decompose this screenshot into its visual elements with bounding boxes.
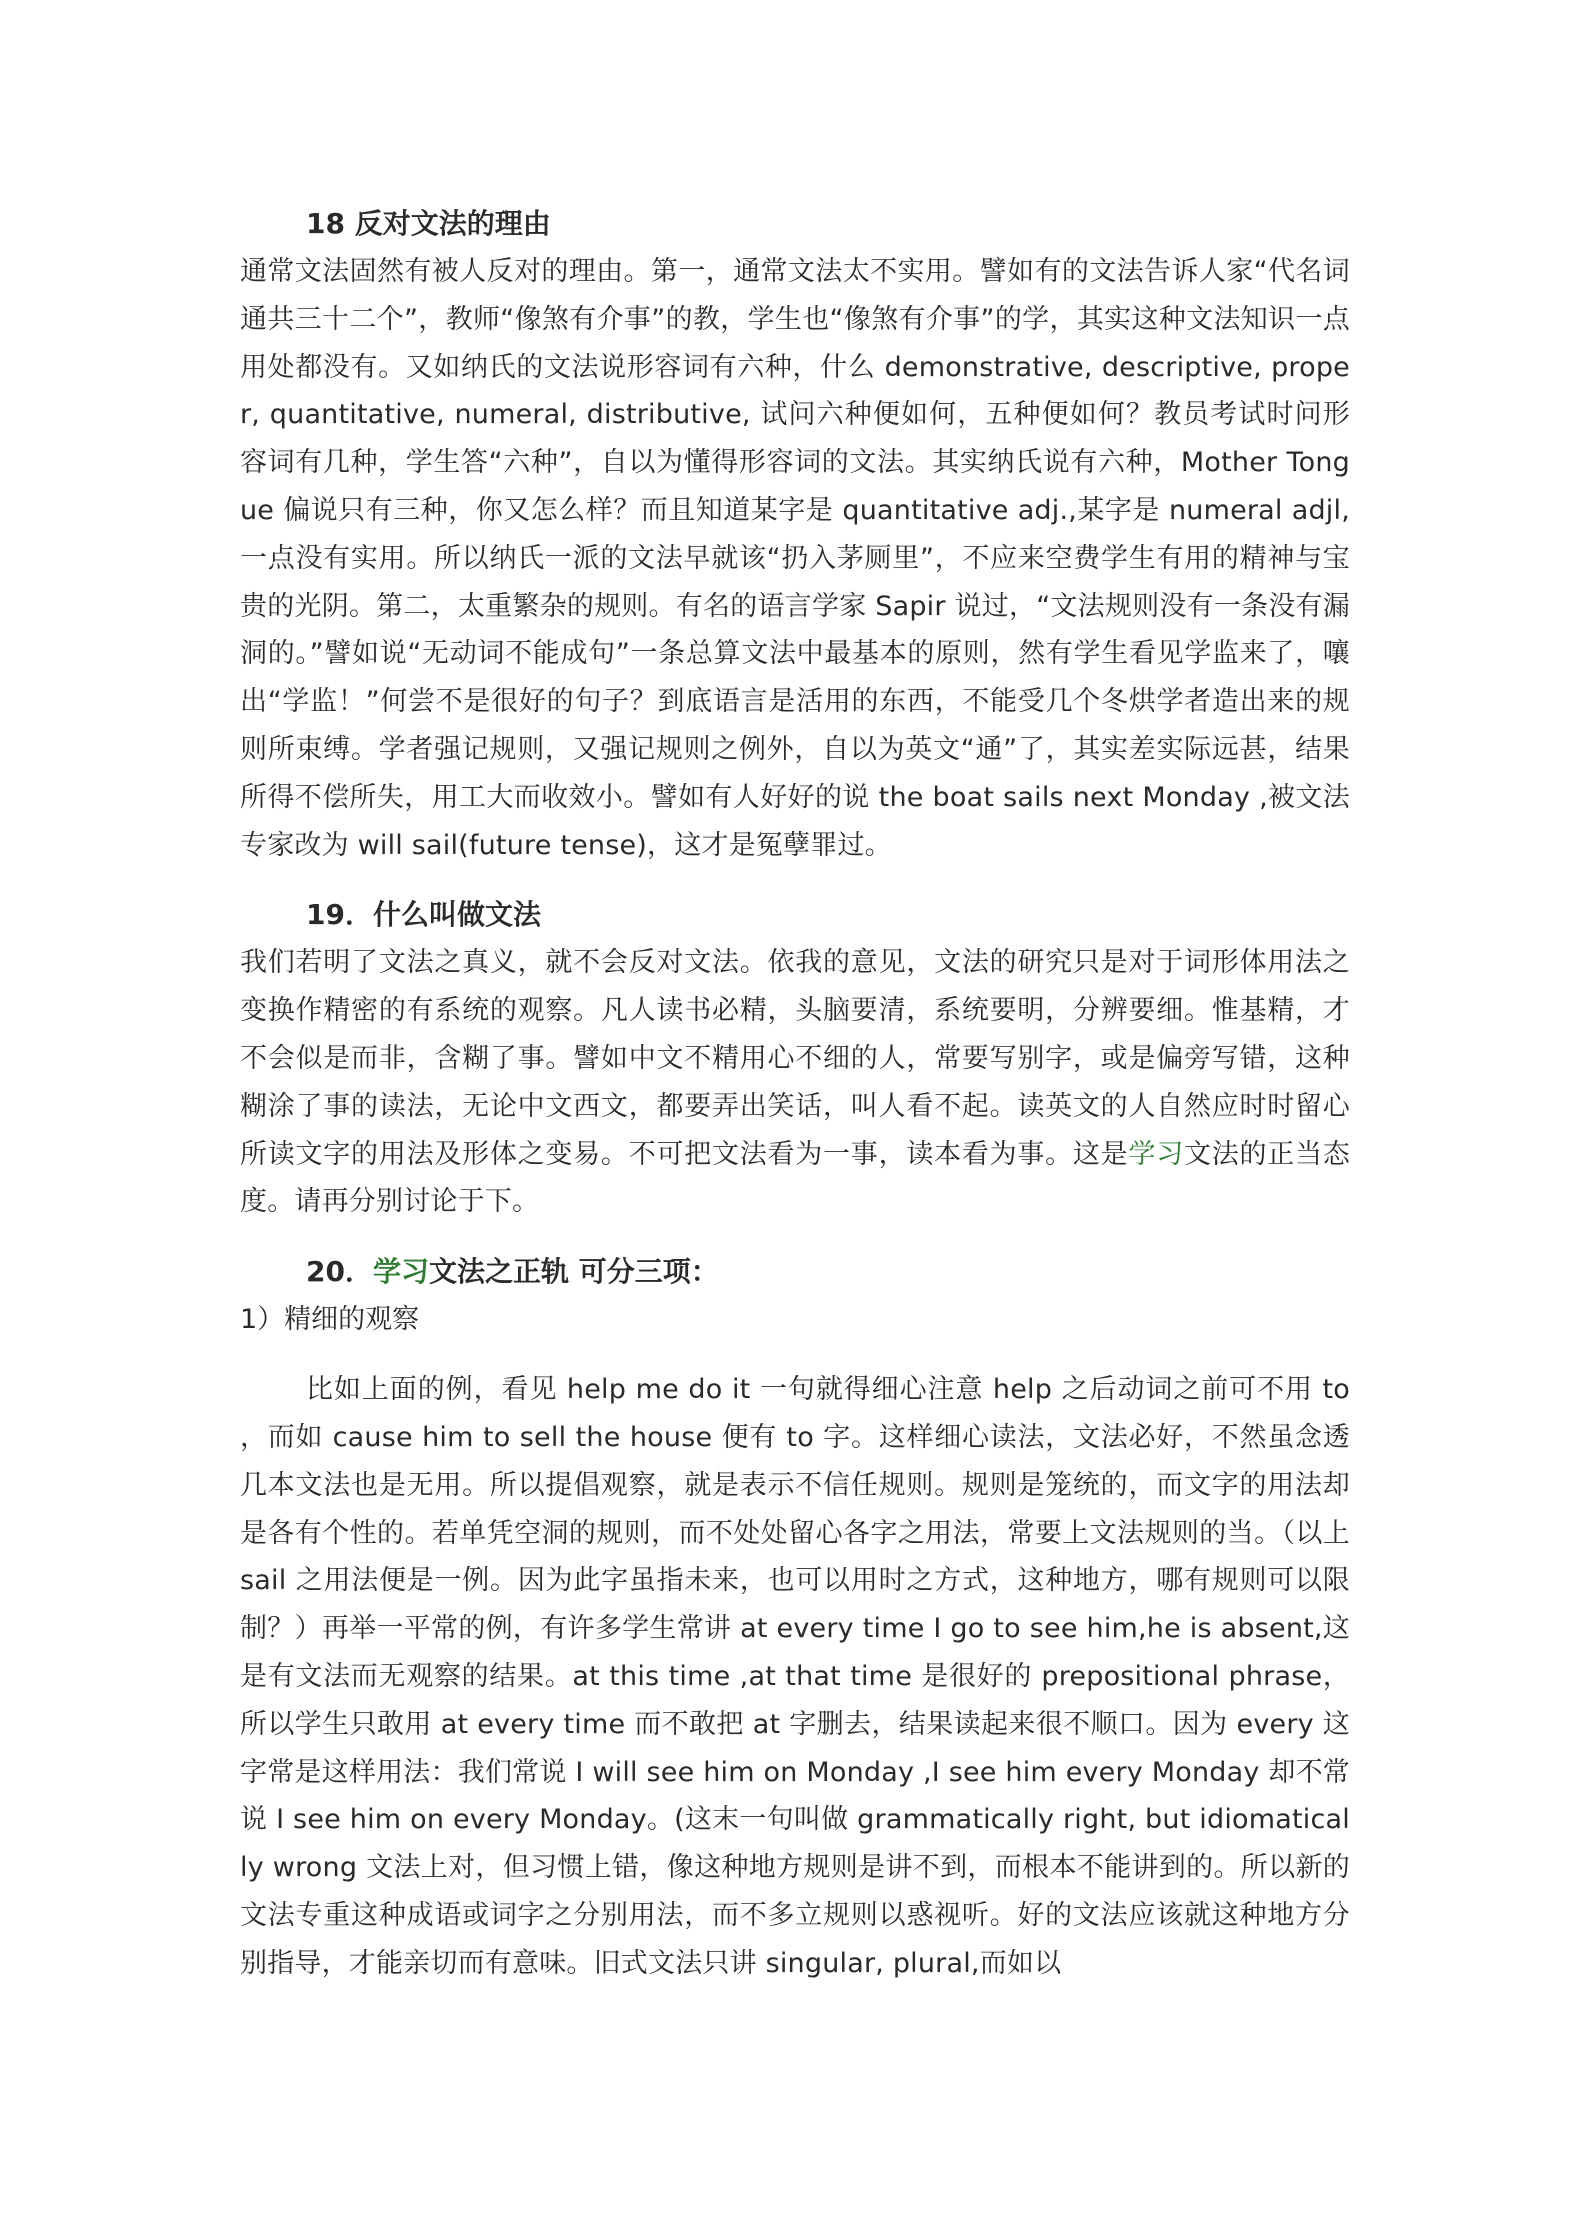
section-19-body-tail: 文法的正当态度。请再分别讨论于下。 [240,1138,1350,1218]
section-18-body: 通常文法固然有被人反对的理由。第一，通常文法太不实用。譬如有的文法告诉人家“代名词通共三十二个”，教师“像煞有介事”的教，学生也“像煞有介事”的学，其实这种文法知识一点用处都没有。又如纳氏的文法说形容词有六种，什么 demonstrative, descriptive, proper, quantitative, numeral, distributive, 试问六种便如何，五种便如何？教员考试时问形容词有几种，学生答“六种”，自以为懂得形容词的文法。其实纳氏说有六种，Mother Tongue 偏说只有三种，你又怎么样？而且知道某字是 quantitative adj.,某字是 numeral adjl, 一点没有实用。所以纳氏一派的文法早就该“扔入茅厕里”，不应来空费学生有用的精神与宝贵的光阴。第二，太重繁杂的规则。有名的语言学家 Sapir 说过，“文法规则没有一条没有漏洞的。”譬如说“无动词不能成句”一条总算文法中最基本的原则，然有学生看见学监来了，嚷出“学监！”何尝不是很好的句子？到底语言是活用的东西，不能受几个冬烘学者造出来的规则所束缚。学者强记规则，又强记规则之例外，自以为英文“通”了，其实差实际远甚，结果所得不偿所失，用工大而收效小。譬如有人好好的说 the boat sails next Monday ,被文法专家改为 will sail(future tense)，这才是冤孽罪过。 [240,256,1350,861]
section-20-heading [240,1248,1350,1296]
section-18-title: 反对文法的理由 [354,207,551,240]
section-20-subheading: 1）精细的观察 [240,1304,420,1336]
section-20-highlight: 学习 [372,1255,429,1289]
section-19-title: 什么叫做文法 [372,898,541,932]
section-20-number: 20． [306,1255,373,1289]
section-20-title: 文法之正轨 可分三项： [428,1255,719,1289]
section-18-heading [240,200,1350,248]
section-20-body: 比如上面的例，看见 help me do it 一句就得细心注意 help 之后动词之前可不用 to ，而如 cause him to sell the house 便有 to 字。这样细心读法，文法必好，不然虽念透几本文法也是无用。所以提倡观察，就是表示不信任规则。规则是笼统的，而文字的用法却是各有个性的。若单凭空洞的规则，而不处处留心各字之用法，常要上文法规则的当。（以上 sail 之用法便是一例。因为此字虽指未来，也可以用时之方式，这种地方，哪有规则可以限制？）再举一平常的例，有许多学生常讲 at every time I go to see him,he is absent,这是有文法而无观察的结果。at this time ,at that time 是很好的 prepositional phrase，所以学生只敢用 at every time 而不敢把 at 字删去，结果读起来很不顺口。因为 every 这字常是这样用法：我们常说 I will see him on Monday ,I see him every Monday 却不常说 I see him on every Monday。(这末一句叫做 grammatically right, but idiomatically wrong 文法上对，但习惯上错，像这种地方规则是讲不到，而根本不能讲到的。所以新的文法专重这种成语或词字之分别用法，而不多立规则以惑视听。好的文法应该就这种地方分别指导，才能亲切而有意味。旧式文法只讲 singular, plural,而如以 [240,1374,1350,1979]
section-19-highlight: 学习 [1128,1138,1184,1170]
section-19-body [240,939,1350,1226]
section-18-number: 18 [306,207,345,240]
section-19-body-text: 我们若明了文法之真义，就不会反对文法。依我的意见，文法的研究只是对于词形体用法之变换作精密的有系统的观察。凡人读书必精，头脑要清，系统要明，分辨要细。惟基精，才不会似是而非，含糊了事。譬如中文不精用心不细的人，常要写别字，或是偏旁写错，这种糊涂了事的读法，无论中文西文，都要弄出笑话，叫人看不起。读英文的人自然应时时留心所读文字的用法及形体之变易。不可把文法看为一事，读本看为事。这是 [240,947,1350,1170]
document-page [240,200,1350,1988]
section-19-number: 19． [306,898,373,932]
section-19-heading [240,891,1350,939]
